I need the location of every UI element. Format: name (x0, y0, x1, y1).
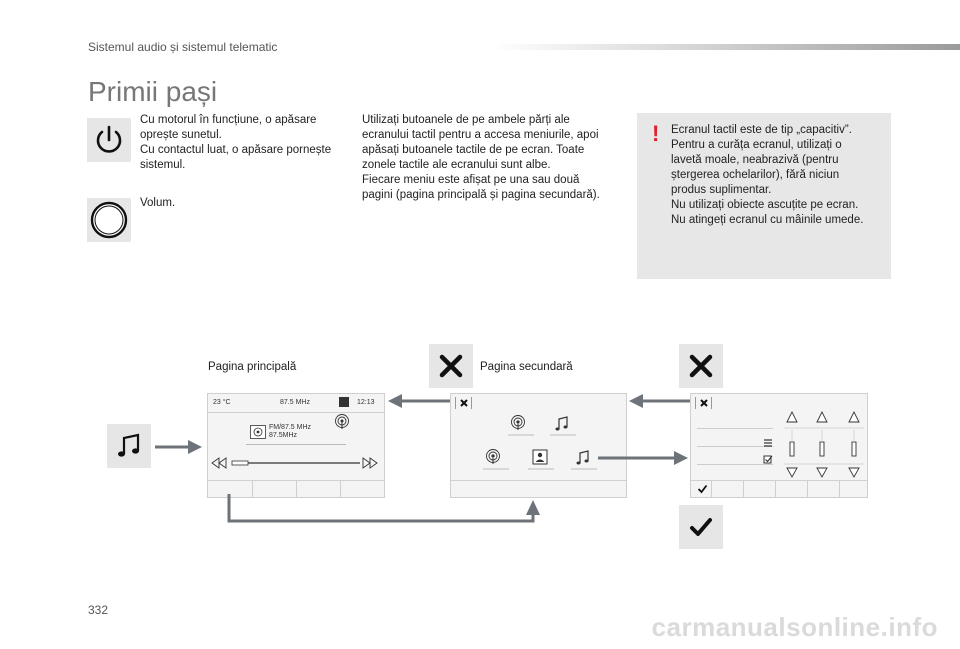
volume-label: Volum. (140, 197, 176, 209)
middle-description: Utilizați butoanele de pe ambele părți ale ecranului tactil pentru a accesa meniurile, apoi apăsați butoanele tactile de pe ecran. Toate zonele tactile ale ecranului sunt albe. Fiecare meniu este afișat pe una sau două pagini (pagina principală și pagina secundară). (362, 114, 600, 201)
page-title: Primii pași (88, 76, 218, 107)
screen-status-bar (451, 394, 626, 412)
secondary-page-screen (450, 393, 627, 498)
settings-screen (690, 393, 868, 498)
frequency: 87.5 MHz (280, 399, 310, 406)
music-search-icon (569, 448, 599, 470)
warning-icon: ! (652, 121, 660, 146)
screen-bottom-bar (451, 480, 626, 497)
section-header: Sistemul audio și sistemul telematic (88, 40, 278, 54)
divider (246, 444, 346, 445)
radio-search-icon (481, 448, 511, 470)
secondary-page-label: Pagina secundară (480, 361, 573, 373)
music-note-icon (548, 414, 578, 436)
adjust-controls (779, 410, 867, 478)
radio-icon (506, 414, 536, 436)
screen-bottom-bar (208, 480, 384, 497)
close-x-icon (429, 344, 473, 388)
clock: 12:13 (357, 399, 375, 406)
station-icon (250, 425, 266, 439)
main-page-label: Pagina principală (208, 361, 297, 373)
menu-icon (339, 397, 349, 407)
music-note-icon (107, 424, 151, 468)
station-info: FM/87.5 MHz 87.5MHz (269, 424, 312, 439)
power-description: Cu motorul în funcțiune, o apăsare oprește sunetul. Cu contactul luat, o apăsare pornește sistemul. (140, 114, 332, 171)
checkmark-icon (679, 505, 723, 549)
close-x-icon (459, 398, 469, 408)
main-page-screen (207, 393, 385, 498)
list-icon (763, 438, 773, 448)
close-x-icon (679, 344, 723, 388)
seek-bar (211, 456, 383, 470)
page-number: 332 (88, 603, 109, 617)
watermark: carmanualsonline.info (651, 612, 938, 642)
screen-bottom-bar (691, 480, 867, 497)
checkbox-icon (763, 454, 773, 464)
warning-text: Ecranul tactil este de tip „capacitiv”. Pentru a curăța ecranul, utilizați o lavetă moale, neabrazivă (pentru ștergerea ochelarilor), fără niciun produs suplimentar. Nu utilizați obiecte ascuțite pe ecran. Nu atingeți ecranul cu mâinile umede. (671, 124, 864, 226)
radio-icon (334, 414, 350, 430)
temperature: 23 °C (213, 399, 231, 406)
checkmark-icon (697, 484, 708, 494)
header-rule (490, 44, 960, 50)
screen-status-bar (208, 394, 384, 413)
close-x-icon (699, 398, 709, 408)
contact-icon (526, 448, 556, 470)
volume-knob-icon (87, 198, 131, 242)
power-icon (87, 118, 131, 162)
